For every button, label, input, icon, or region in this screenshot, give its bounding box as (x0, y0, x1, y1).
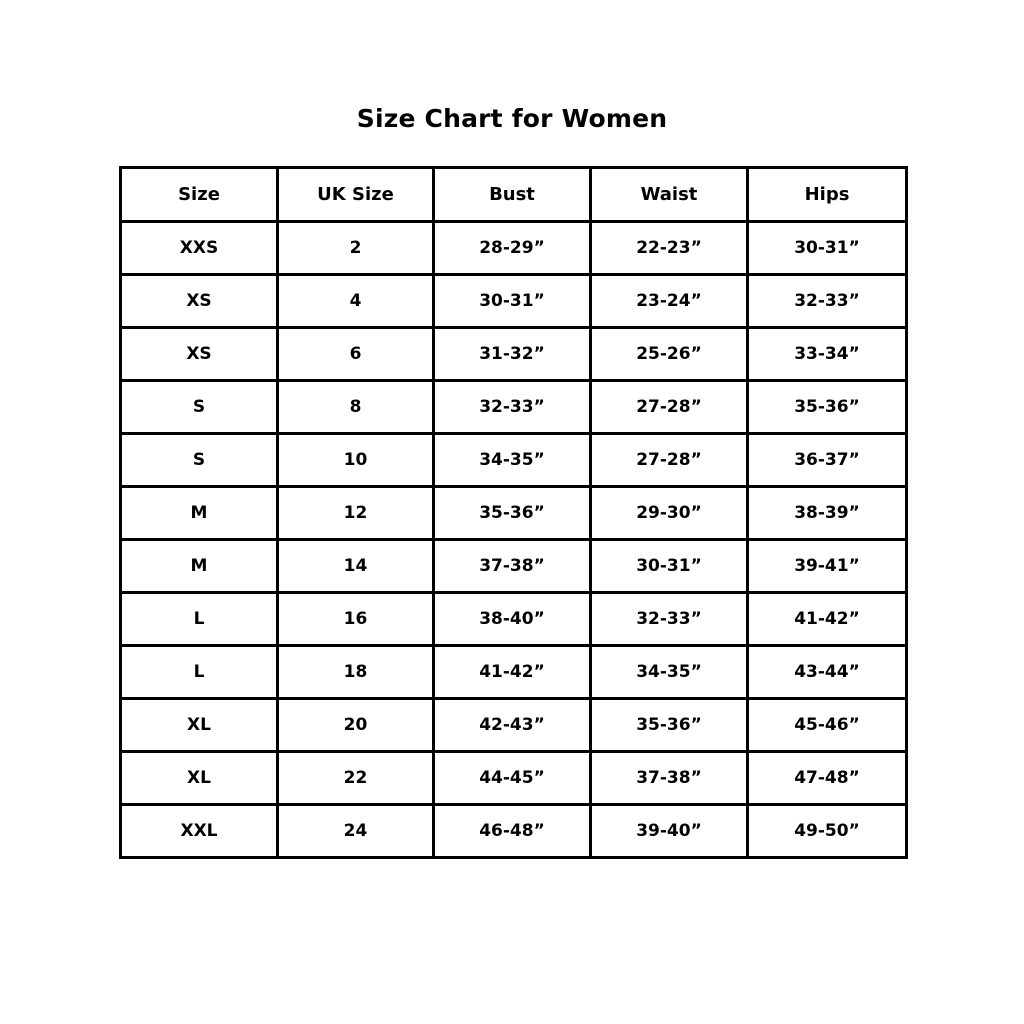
cell-bust: 37-38” (434, 540, 591, 593)
size-chart-table (119, 166, 908, 859)
cell-size: XL (121, 699, 278, 752)
cell-waist: 37-38” (591, 752, 748, 805)
page-title: Size Chart for Women (356, 104, 668, 133)
cell-bust: 42-43” (434, 699, 591, 752)
cell-waist: 27-28” (591, 381, 748, 434)
table-row (121, 275, 907, 328)
cell-bust: 46-48” (434, 805, 591, 858)
cell-hips: 32-33” (748, 275, 907, 328)
cell-size: S (121, 434, 278, 487)
column-header-hips: Hips (748, 168, 907, 222)
cell-uk-size: 24 (278, 805, 434, 858)
column-header-uk-size: UK Size (278, 168, 434, 222)
cell-size: XXL (121, 805, 278, 858)
cell-uk-size: 16 (278, 593, 434, 646)
table-row (121, 434, 907, 487)
cell-hips: 49-50” (748, 805, 907, 858)
table-row (121, 699, 907, 752)
table-row (121, 487, 907, 540)
cell-uk-size: 6 (278, 328, 434, 381)
cell-bust: 30-31” (434, 275, 591, 328)
cell-hips: 30-31” (748, 222, 907, 275)
cell-waist: 22-23” (591, 222, 748, 275)
cell-waist: 34-35” (591, 646, 748, 699)
cell-bust: 41-42” (434, 646, 591, 699)
cell-hips: 47-48” (748, 752, 907, 805)
table-header-row (121, 168, 907, 222)
cell-size: M (121, 487, 278, 540)
cell-size: XS (121, 275, 278, 328)
cell-uk-size: 10 (278, 434, 434, 487)
cell-size: XXS (121, 222, 278, 275)
cell-waist: 32-33” (591, 593, 748, 646)
cell-bust: 44-45” (434, 752, 591, 805)
cell-hips: 38-39” (748, 487, 907, 540)
cell-hips: 33-34” (748, 328, 907, 381)
cell-hips: 35-36” (748, 381, 907, 434)
cell-hips: 41-42” (748, 593, 907, 646)
cell-size: XL (121, 752, 278, 805)
cell-uk-size: 22 (278, 752, 434, 805)
cell-hips: 36-37” (748, 434, 907, 487)
size-chart-table-container (119, 166, 905, 859)
table-row (121, 540, 907, 593)
table-row (121, 646, 907, 699)
cell-uk-size: 8 (278, 381, 434, 434)
cell-size: L (121, 593, 278, 646)
table-row (121, 328, 907, 381)
cell-size: M (121, 540, 278, 593)
cell-waist: 30-31” (591, 540, 748, 593)
cell-uk-size: 12 (278, 487, 434, 540)
cell-hips: 43-44” (748, 646, 907, 699)
cell-waist: 27-28” (591, 434, 748, 487)
cell-bust: 32-33” (434, 381, 591, 434)
table-row (121, 222, 907, 275)
cell-hips: 45-46” (748, 699, 907, 752)
cell-size: S (121, 381, 278, 434)
cell-hips: 39-41” (748, 540, 907, 593)
table-body (121, 222, 907, 858)
cell-waist: 29-30” (591, 487, 748, 540)
cell-uk-size: 14 (278, 540, 434, 593)
cell-bust: 28-29” (434, 222, 591, 275)
cell-waist: 23-24” (591, 275, 748, 328)
column-header-waist: Waist (591, 168, 748, 222)
cell-uk-size: 2 (278, 222, 434, 275)
cell-waist: 25-26” (591, 328, 748, 381)
cell-bust: 31-32” (434, 328, 591, 381)
table-row (121, 752, 907, 805)
cell-uk-size: 20 (278, 699, 434, 752)
table-row (121, 381, 907, 434)
table-row (121, 593, 907, 646)
cell-uk-size: 18 (278, 646, 434, 699)
cell-waist: 35-36” (591, 699, 748, 752)
column-header-size: Size (121, 168, 278, 222)
cell-bust: 38-40” (434, 593, 591, 646)
cell-bust: 34-35” (434, 434, 591, 487)
cell-waist: 39-40” (591, 805, 748, 858)
cell-size: XS (121, 328, 278, 381)
cell-uk-size: 4 (278, 275, 434, 328)
cell-size: L (121, 646, 278, 699)
table-row (121, 805, 907, 858)
table-header (121, 168, 907, 222)
column-header-bust: Bust (434, 168, 591, 222)
cell-bust: 35-36” (434, 487, 591, 540)
